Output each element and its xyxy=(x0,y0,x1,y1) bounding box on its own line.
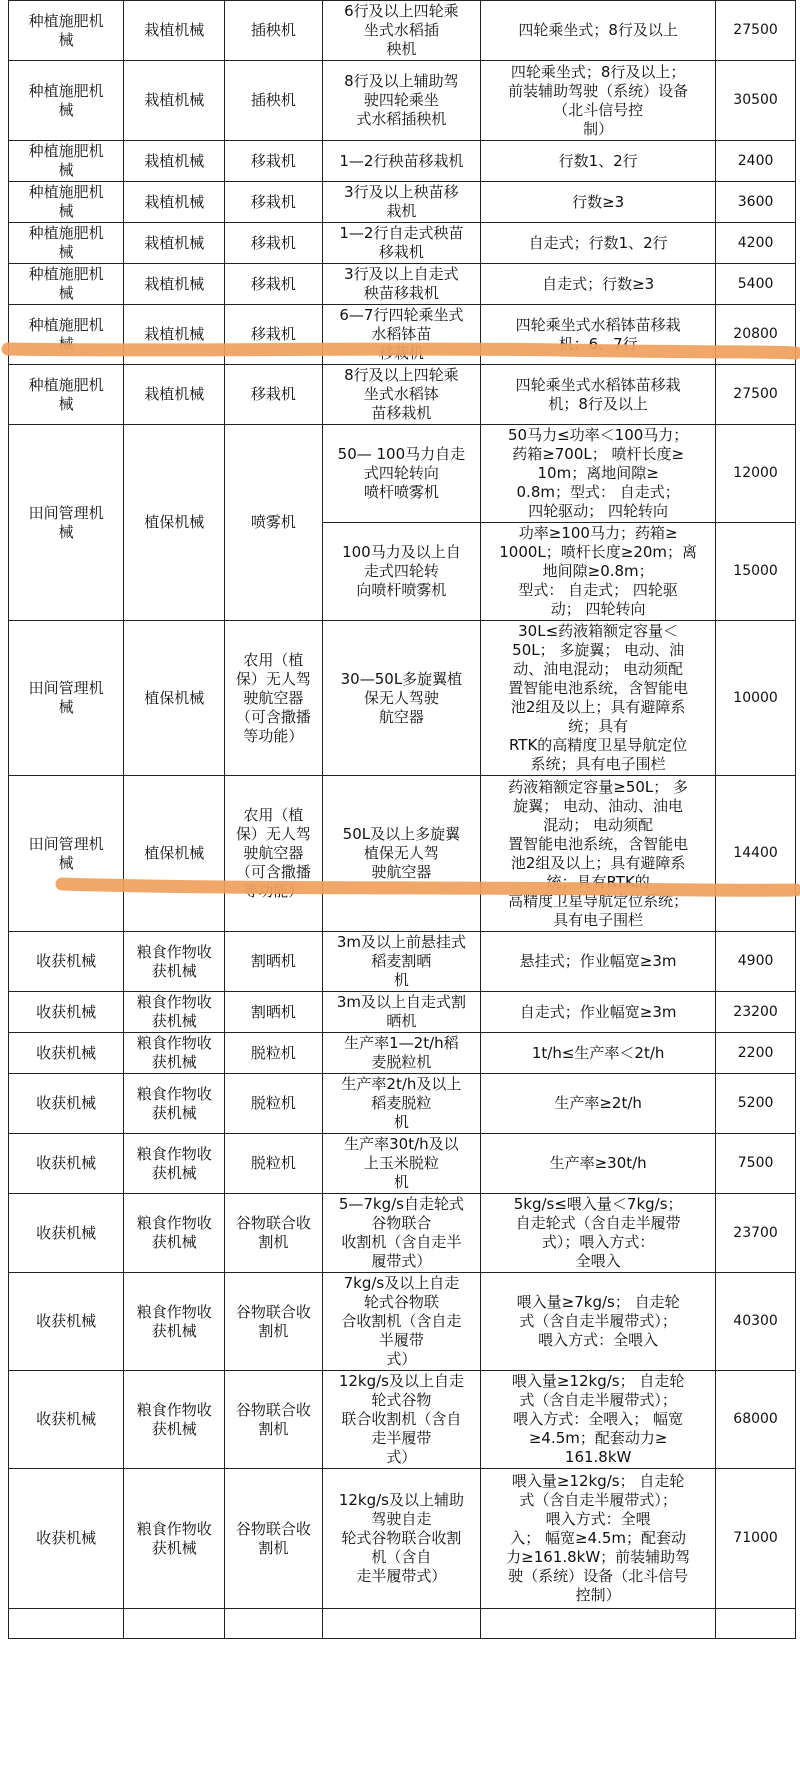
category-cell: 收获机械 xyxy=(9,992,124,1033)
subcategory-cell: 栽植机械 xyxy=(124,1,225,61)
subsidy-amount-cell: 4900 xyxy=(716,932,796,992)
grade-cell: 3行及以上秧苗移 栽机 xyxy=(322,182,481,223)
category-cell: 收获机械 xyxy=(9,1273,124,1371)
subsidy-amount-cell xyxy=(716,1609,796,1639)
spec-cell: 自走式；作业幅宽≥3m xyxy=(481,992,716,1033)
subsidy-amount-cell: 15000 xyxy=(716,523,796,621)
spec-cell: 5kg/s≤喂入量＜7kg/s； 自走轮式（含自走半履带 式）；喂入方式： 全喂入 xyxy=(481,1194,716,1273)
subsidy-amount-cell: 68000 xyxy=(716,1371,796,1469)
grade-cell: 8行及以上四轮乘 坐式水稻钵 苗移栽机 xyxy=(322,365,481,425)
subcategory-cell: 栽植机械 xyxy=(124,264,225,305)
grade-cell: 3行及以上自走式 秧苗移栽机 xyxy=(322,264,481,305)
subsidy-amount-cell: 12000 xyxy=(716,425,796,523)
subsidy-amount-cell: 40300 xyxy=(716,1273,796,1371)
item-cell: 谷物联合收 割机 xyxy=(225,1469,323,1609)
subcategory-cell xyxy=(124,1609,225,1639)
table-row xyxy=(9,425,796,523)
table-row xyxy=(9,61,796,141)
spec-cell: 生产率≥2t/h xyxy=(481,1074,716,1134)
item-cell: 谷物联合收 割机 xyxy=(225,1194,323,1273)
category-cell: 种植施肥机 械 xyxy=(9,61,124,141)
category-cell: 田间管理机 械 xyxy=(9,776,124,932)
subcategory-cell: 栽植机械 xyxy=(124,365,225,425)
subcategory-cell: 粮食作物收 获机械 xyxy=(124,1273,225,1371)
spec-cell: 四轮乘坐式；8行及以上 xyxy=(481,1,716,61)
table-row xyxy=(9,621,796,776)
item-cell: 割晒机 xyxy=(225,992,323,1033)
item-cell: 脱粒机 xyxy=(225,1074,323,1134)
item-cell: 移栽机 xyxy=(225,141,323,182)
spec-cell: 30L≤药液箱额定容量＜ 50L； 多旋翼； 电动、油 动、油电混动； 电动须配 置智能电池系统，含智能电 池2组及以上；具有避障系 统；具有 RTK的高精度卫星导航定位 系统；具有电子围栏 xyxy=(481,621,716,776)
subcategory-cell: 栽植机械 xyxy=(124,305,225,365)
subcategory-cell: 粮食作物收 获机械 xyxy=(124,1134,225,1194)
item-cell: 脱粒机 xyxy=(225,1134,323,1194)
grade-cell: 生产率1—2t/h稻 麦脱粒机 xyxy=(322,1033,481,1074)
grade-cell: 50— 100马力自走 式四轮转向 喷杆喷雾机 xyxy=(322,425,481,523)
category-cell: 收获机械 xyxy=(9,1194,124,1273)
subcategory-cell: 粮食作物收 获机械 xyxy=(124,1033,225,1074)
grade-cell: 12kg/s及以上自走 轮式谷物 联合收割机（含自 走半履带 式） xyxy=(322,1371,481,1469)
subsidy-amount-cell: 23200 xyxy=(716,992,796,1033)
table-row xyxy=(9,992,796,1033)
category-cell: 种植施肥机 械 xyxy=(9,182,124,223)
subsidy-amount-cell: 7500 xyxy=(716,1134,796,1194)
item-cell: 移栽机 xyxy=(225,365,323,425)
category-cell: 收获机械 xyxy=(9,932,124,992)
category-cell: 种植施肥机 械 xyxy=(9,305,124,365)
item-cell: 插秧机 xyxy=(225,1,323,61)
subcategory-cell: 粮食作物收 获机械 xyxy=(124,1469,225,1609)
spec-cell: 药液箱额定容量≥50L； 多 旋翼； 电动、油动、油电 混动； 电动须配 置智能电池系统，含智能电 池2组及以上；具有避障系 统；具有RTK的 高精度卫星导航定位系统； 具有电子围栏 xyxy=(481,776,716,932)
spec-cell: 50马力≤功率＜100马力； 药箱≥700L； 喷杆长度≥ 10m；离地间隙≥ 0.8m；型式： 自走式； 四轮驱动； 四轮转向 xyxy=(481,425,716,523)
table-row xyxy=(9,223,796,264)
subsidy-amount-cell: 20800 xyxy=(716,305,796,365)
spec-cell: 功率≥100马力；药箱≥ 1000L；喷杆长度≥20m；离 地间隙≥0.8m； 型式： 自走式； 四轮驱 动； 四轮转向 xyxy=(481,523,716,621)
subsidy-amount-cell: 27500 xyxy=(716,365,796,425)
subcategory-cell: 粮食作物收 获机械 xyxy=(124,992,225,1033)
category-cell: 田间管理机 械 xyxy=(9,425,124,621)
spec-cell: 生产率≥30t/h xyxy=(481,1134,716,1194)
category-cell: 种植施肥机 械 xyxy=(9,365,124,425)
category-cell: 种植施肥机 械 xyxy=(9,1,124,61)
subsidy-amount-cell: 30500 xyxy=(716,61,796,141)
table-row xyxy=(9,264,796,305)
table-row xyxy=(9,141,796,182)
table-row xyxy=(9,1134,796,1194)
grade-cell: 8行及以上辅助驾 驶四轮乘坐 式水稻插秧机 xyxy=(322,61,481,141)
grade-cell: 6行及以上四轮乘 坐式水稻插 秧机 xyxy=(322,1,481,61)
subsidy-amount-cell: 27500 xyxy=(716,1,796,61)
category-cell: 田间管理机 械 xyxy=(9,621,124,776)
item-cell: 脱粒机 xyxy=(225,1033,323,1074)
table-row xyxy=(9,1469,796,1609)
table-row xyxy=(9,365,796,425)
item-cell: 移栽机 xyxy=(225,182,323,223)
subcategory-cell: 粮食作物收 获机械 xyxy=(124,932,225,992)
table-row xyxy=(9,1033,796,1074)
subsidy-amount-cell: 14400 xyxy=(716,776,796,932)
spec-cell: 行数1、2行 xyxy=(481,141,716,182)
subsidy-amount-cell: 23700 xyxy=(716,1194,796,1273)
grade-cell: 1—2行秧苗移栽机 xyxy=(322,141,481,182)
category-cell: 收获机械 xyxy=(9,1033,124,1074)
table-row xyxy=(9,305,796,365)
grade-cell: 7kg/s及以上自走 轮式谷物联 合收割机（含自走 半履带 式） xyxy=(322,1273,481,1371)
table-row xyxy=(9,1609,796,1639)
grade-cell: 生产率30t/h及以 上玉米脱粒 机 xyxy=(322,1134,481,1194)
subcategory-cell: 粮食作物收 获机械 xyxy=(124,1194,225,1273)
category-cell: 收获机械 xyxy=(9,1469,124,1609)
subsidy-amount-cell: 4200 xyxy=(716,223,796,264)
subcategory-cell: 植保机械 xyxy=(124,776,225,932)
category-cell: 种植施肥机 械 xyxy=(9,141,124,182)
subcategory-cell: 粮食作物收 获机械 xyxy=(124,1371,225,1469)
subsidy-amount-cell: 10000 xyxy=(716,621,796,776)
subsidy-amount-cell: 71000 xyxy=(716,1469,796,1609)
subsidy-amount-cell: 5200 xyxy=(716,1074,796,1134)
item-cell: 移栽机 xyxy=(225,305,323,365)
item-cell: 谷物联合收 割机 xyxy=(225,1273,323,1371)
item-cell: 农用（植 保）无人驾 驶航空器 （可含撒播 等功能） xyxy=(225,776,323,932)
spec-cell xyxy=(481,1609,716,1639)
table-row xyxy=(9,1194,796,1273)
table-body xyxy=(9,1,796,1639)
grade-cell: 100马力及以上自 走式四轮转 向喷杆喷雾机 xyxy=(322,523,481,621)
subcategory-cell: 栽植机械 xyxy=(124,182,225,223)
subsidy-amount-cell: 2400 xyxy=(716,141,796,182)
grade-cell: 50L及以上多旋翼 植保无人驾 驶航空器 xyxy=(322,776,481,932)
item-cell: 插秧机 xyxy=(225,61,323,141)
grade-cell: 3m及以上自走式割 晒机 xyxy=(322,992,481,1033)
table-row xyxy=(9,1,796,61)
category-cell: 收获机械 xyxy=(9,1371,124,1469)
grade-cell: 1—2行自走式秧苗 移栽机 xyxy=(322,223,481,264)
spec-cell: 四轮乘坐式水稻钵苗移栽 机；6、7行 xyxy=(481,305,716,365)
subcategory-cell: 栽植机械 xyxy=(124,61,225,141)
spec-cell: 行数≥3 xyxy=(481,182,716,223)
spec-cell: 自走式；行数≥3 xyxy=(481,264,716,305)
category-cell xyxy=(9,1609,124,1639)
spec-cell: 喂入量≥7kg/s； 自走轮 式（含自走半履带式）； 喂入方式：全喂入 xyxy=(481,1273,716,1371)
table-row xyxy=(9,776,796,932)
category-cell: 种植施肥机 械 xyxy=(9,264,124,305)
item-cell: 割晒机 xyxy=(225,932,323,992)
spec-cell: 喂入量≥12kg/s； 自走轮 式（含自走半履带式）； 喂入方式：全喂 入； 幅宽≥4.5m；配套动 力≥161.8kW；前装辅助驾 驶（系统）设备（北斗信号 控制） xyxy=(481,1469,716,1609)
spec-cell: 1t/h≤生产率＜2t/h xyxy=(481,1033,716,1074)
grade-cell: 3m及以上前悬挂式 稻麦割晒 机 xyxy=(322,932,481,992)
spec-cell: 四轮乘坐式；8行及以上； 前装辅助驾驶（系统）设备 （北斗信号控 制） xyxy=(481,61,716,141)
subsidy-amount-cell: 3600 xyxy=(716,182,796,223)
subcategory-cell: 栽植机械 xyxy=(124,141,225,182)
spec-cell: 悬挂式；作业幅宽≥3m xyxy=(481,932,716,992)
table-row xyxy=(9,932,796,992)
grade-cell: 生产率2t/h及以上 稻麦脱粒 机 xyxy=(322,1074,481,1134)
item-cell: 移栽机 xyxy=(225,264,323,305)
grade-cell xyxy=(322,1609,481,1639)
item-cell: 移栽机 xyxy=(225,223,323,264)
grade-cell: 6—7行四轮乘坐式 水稻钵苗 移栽机 xyxy=(322,305,481,365)
grade-cell: 30—50L多旋翼植 保无人驾驶 航空器 xyxy=(322,621,481,776)
subsidy-amount-cell: 2200 xyxy=(716,1033,796,1074)
spec-cell: 四轮乘坐式水稻钵苗移栽 机；8行及以上 xyxy=(481,365,716,425)
subsidy-table xyxy=(8,0,796,1639)
grade-cell: 5—7kg/s自走轮式 谷物联合 收割机（含自走半 履带式） xyxy=(322,1194,481,1273)
item-cell: 谷物联合收 割机 xyxy=(225,1371,323,1469)
subcategory-cell: 植保机械 xyxy=(124,425,225,621)
table-row xyxy=(9,1074,796,1134)
subcategory-cell: 栽植机械 xyxy=(124,223,225,264)
category-cell: 收获机械 xyxy=(9,1074,124,1134)
item-cell: 农用（植 保）无人驾 驶航空器 （可含撒播 等功能） xyxy=(225,621,323,776)
subsidy-amount-cell: 5400 xyxy=(716,264,796,305)
category-cell: 收获机械 xyxy=(9,1134,124,1194)
subcategory-cell: 植保机械 xyxy=(124,621,225,776)
table-row xyxy=(9,182,796,223)
item-cell xyxy=(225,1609,323,1639)
spec-cell: 自走式；行数1、2行 xyxy=(481,223,716,264)
subcategory-cell: 粮食作物收 获机械 xyxy=(124,1074,225,1134)
table-row xyxy=(9,1371,796,1469)
grade-cell: 12kg/s及以上辅助 驾驶自走 轮式谷物联合收割 机（含自 走半履带式） xyxy=(322,1469,481,1609)
spec-cell: 喂入量≥12kg/s； 自走轮 式（含自走半履带式）； 喂入方式：全喂入； 幅宽 ≥4.5m；配套动力≥ 161.8kW xyxy=(481,1371,716,1469)
table-row xyxy=(9,1273,796,1371)
item-cell: 喷雾机 xyxy=(225,425,323,621)
category-cell: 种植施肥机 械 xyxy=(9,223,124,264)
